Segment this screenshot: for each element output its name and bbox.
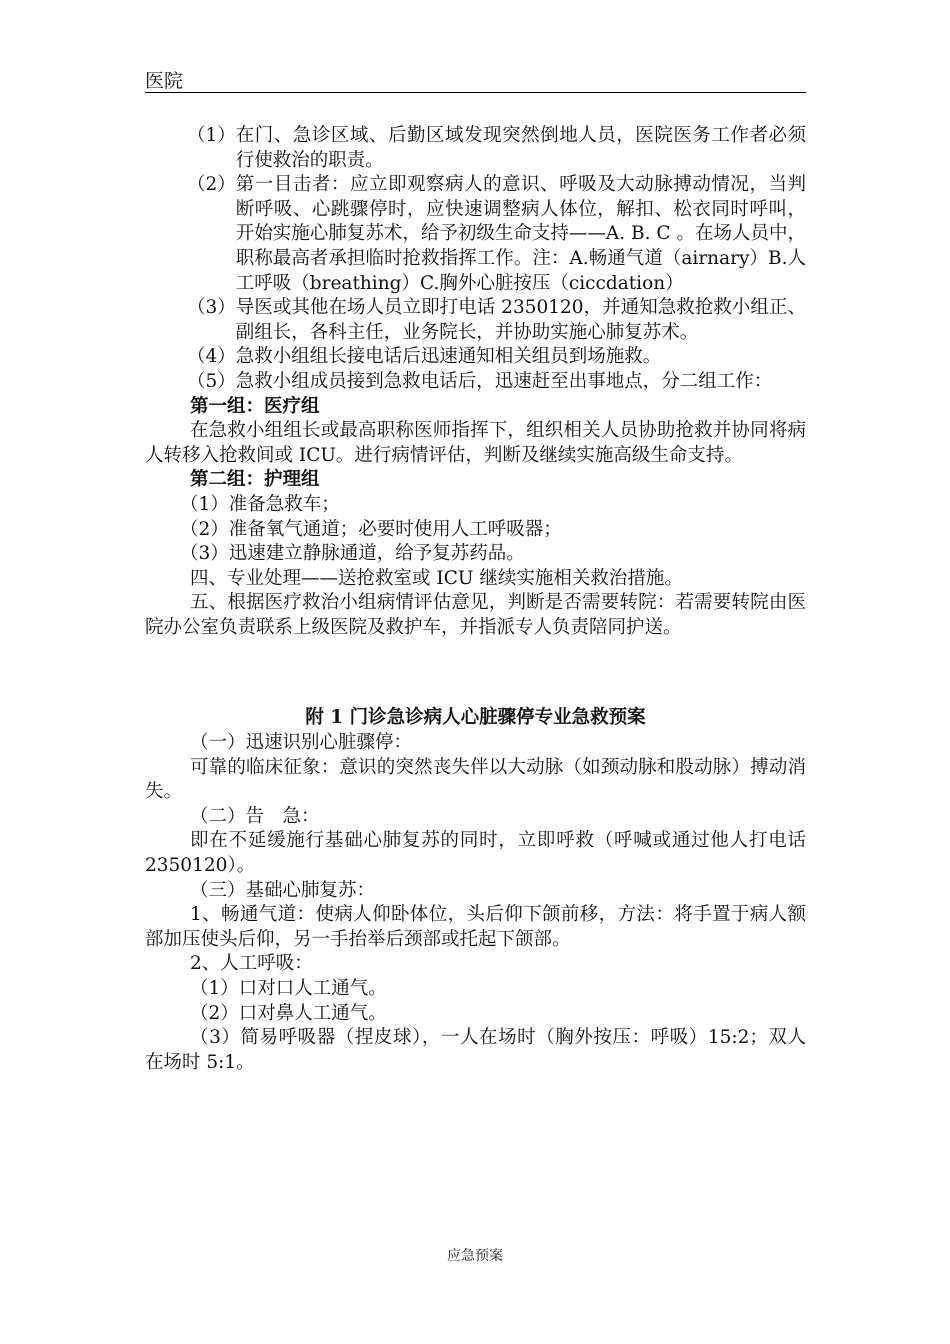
group2-item: （3）迅速建立静脉通道，给予复苏药品。: [180, 543, 525, 565]
group2-item: （2）准备氧气通道；必要时使用人工呼吸器；: [180, 518, 562, 540]
section-gap: [145, 640, 806, 706]
page-footer: 应急预案: [447, 1248, 503, 1264]
item-text: 导医或其他在场人员立即打电话 2350120，并通知急救抢救小组正、副组长，各科主任，业务院长，并协助实施心肺复苏术。: [235, 297, 806, 343]
appendix-s3-item: （3）简易呼吸器（捏皮球），一人在场时（胸外按压：呼吸）15:2；双人在场时 5:1。: [145, 1027, 806, 1073]
page-header: [145, 60, 806, 93]
item-text: 急救小组组长接电话后迅速通知相关组员到场施救。: [235, 346, 662, 368]
section-five: 五、根据医疗救治小组病情评估意见，判断是否需要转院：若需要转院由医院办公室负责联系上级医院及救护车，并指派专人负责陪同护送。: [145, 592, 806, 638]
appendix-s2-text: 即在不延缓施行基础心肺复苏的同时，立即呼救（呼喊或通过他人打电话 2350120）。: [145, 830, 806, 877]
document-body: [145, 124, 806, 1075]
numbered-item: [145, 296, 806, 345]
appendix-title: 附 1 门诊急诊病人心脏骤停专业急救预案: [305, 707, 646, 729]
item-number: （5）: [187, 370, 236, 392]
appendix-s2-heading: （二）告 急：: [190, 805, 320, 827]
numbered-item: [145, 173, 806, 296]
item-number: （1）: [187, 125, 236, 146]
numbered-item: [145, 345, 806, 370]
section-four: 四、专业处理——送抢救室或 ICU 继续实施相关救治措施。: [190, 567, 683, 589]
group1-heading: 第一组：医疗组: [190, 395, 320, 417]
group2-item: （1）准备急救车；: [180, 493, 340, 515]
appendix-s1-text: 可靠的临床征象：意识的突然丧失伴以大动脉（如颈动脉和股动脉）搏动消失。: [145, 756, 806, 803]
item-number: （4）: [187, 346, 236, 368]
appendix-s3-heading: （三）基础心肺复苏：: [190, 879, 376, 901]
group2-heading: 第二组：护理组: [190, 469, 320, 491]
item-text: 在门、急诊区域、后勤区域发现突然倒地人员，医院医务工作者必须行使救治的职责。: [235, 125, 806, 171]
header-title: 医院: [145, 70, 184, 92]
appendix-s3-breathing: 2、人工呼吸：: [190, 953, 313, 975]
appendix-s3-item: （1）口对口人工通气。: [190, 978, 387, 999]
item-text: 急救小组成员接到急救电话后，迅速赶至出事地点，分二组工作：: [235, 370, 773, 392]
appendix-s3-airway: 1、畅通气道：使病人仰卧体位，头后仰下颌前移，方法：将手置于病人额部加压使头后仰，另一手抬举后颈部或托起下颌部。: [145, 904, 806, 950]
numbered-item: [145, 370, 806, 395]
numbered-item: [145, 124, 806, 173]
group1-text: 在急救小组组长或最高职称医师指挥下，组织相关人员协助抢救并协同将病人转移入抢救间或 ICU。进行病情评估，判断及继续实施高级生命支持。: [145, 420, 806, 466]
item-number: （3）: [187, 297, 236, 319]
item-text: 第一目击者：应立即观察病人的意识、呼吸及大动脉搏动情况，当判断呼吸、心跳骤停时，应快速调整病人体位，解扣、松衣同时呼叫，开始实施心肺复苏术，给予初级生命支持——A. B. C 。在场人员中，职称最高者承担临时抢救指挥工作。注：A.畅通气道（airnary）B.人工呼吸（breathing）C.胸外心脏按压（ciccdation）: [235, 174, 806, 294]
appendix-s3-item: （2）口对鼻人工通气。: [190, 1002, 387, 1024]
appendix-s1-heading: （一）迅速识别心脏骤停：: [190, 732, 413, 754]
item-number: （2）: [187, 174, 236, 196]
